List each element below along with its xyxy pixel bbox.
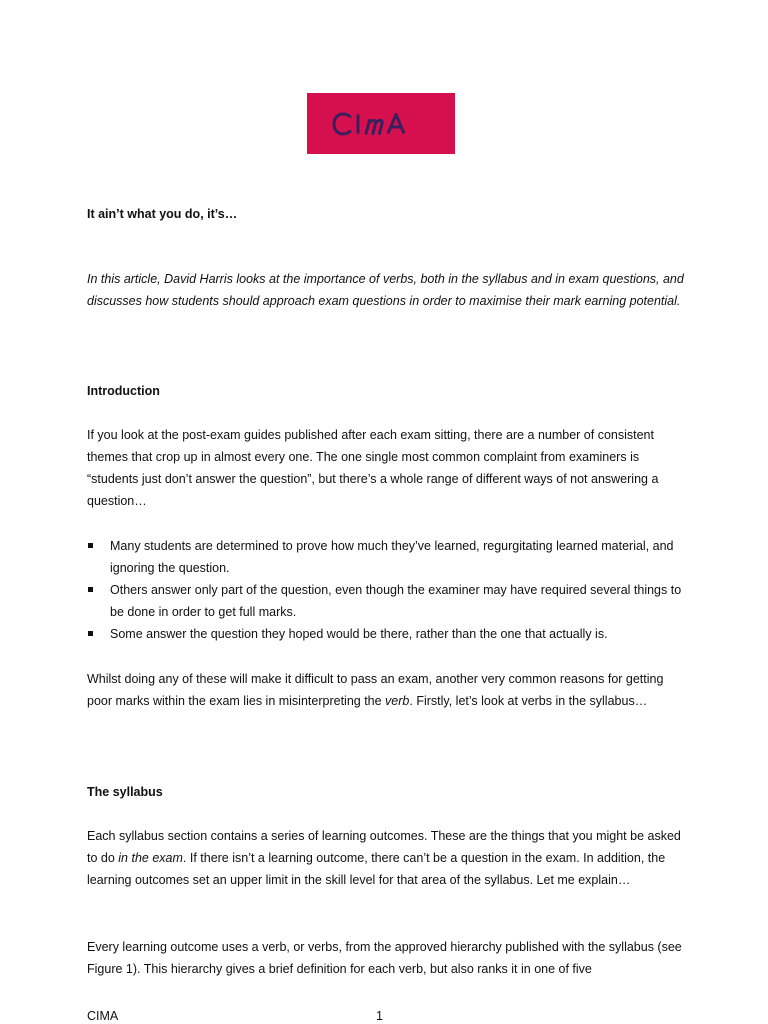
bullet-text: Some answer the question they hoped would be there, rather than the one that actually is.: [110, 627, 608, 641]
cima-logo: [307, 93, 455, 154]
bullet-item: [87, 535, 685, 579]
syllabus-paragraph-1: [87, 825, 685, 891]
syllabus-paragraph-2: Every learning outcome uses a verb, or verbs, from the approved hierarchy published with the syllabus (see Figure 1). This hierarchy gives a brief definition for each verb, but also ranks it in one of five: [87, 940, 682, 976]
cima-logo-wordmark: [331, 106, 431, 142]
paragraph-text: . Firstly, let’s look at verbs in the syllabus…: [409, 694, 648, 708]
introduction-paragraph-1: If you look at the post-exam guides published after each exam sitting, there are a number of consistent themes that crop up in almost every one. The one single most common complaint from examiners is “students just don’t answer the question”, but there’s a whole range of different ways of not answering a question…: [87, 428, 659, 508]
bullet-item: [87, 623, 685, 645]
bullet-item: [87, 579, 685, 623]
paragraph-text: . If there isn’t a learning outcome, there can’t be a question in the exam. In addition, the learning outcomes set an upper limit in the skill level for that area of the syllabus. Let me explain…: [87, 851, 666, 887]
introduction-bullet-list: [87, 535, 685, 645]
bullet-text: Many students are determined to prove how much they’ve learned, regurgitating learned material, and ignoring the question.: [110, 539, 674, 575]
introduction-heading: Introduction: [87, 384, 160, 398]
syllabus-heading: The syllabus: [87, 785, 163, 799]
bullet-icon: [88, 587, 93, 592]
emphasis-text: in the exam: [118, 851, 183, 865]
article-intro: In this article, David Harris looks at the importance of verbs, both in the syllabus and in exam questions, and discusses how students should approach exam questions in order to maximise their mark earning potential.: [87, 272, 684, 308]
bullet-text: Others answer only part of the question, even though the examiner may have required several things to be done in order to get full marks.: [110, 583, 682, 619]
footer-left: CIMA: [87, 1009, 119, 1023]
page-number: 1: [376, 1009, 383, 1023]
emphasis-text: verb: [385, 694, 410, 708]
bullet-icon: [88, 543, 93, 548]
article-title: It ain’t what you do, it’s…: [87, 207, 238, 221]
paragraph-text: Each syllabus section contains a series of learning outcomes. These are the things that you might be asked to do: [87, 829, 681, 865]
introduction-paragraph-2: [87, 668, 685, 712]
bullet-icon: [88, 631, 93, 636]
paragraph-text: Whilst doing any of these will make it difficult to pass an exam, another very common reasons for getting poor marks within the exam lies in misinterpreting the: [87, 672, 664, 708]
